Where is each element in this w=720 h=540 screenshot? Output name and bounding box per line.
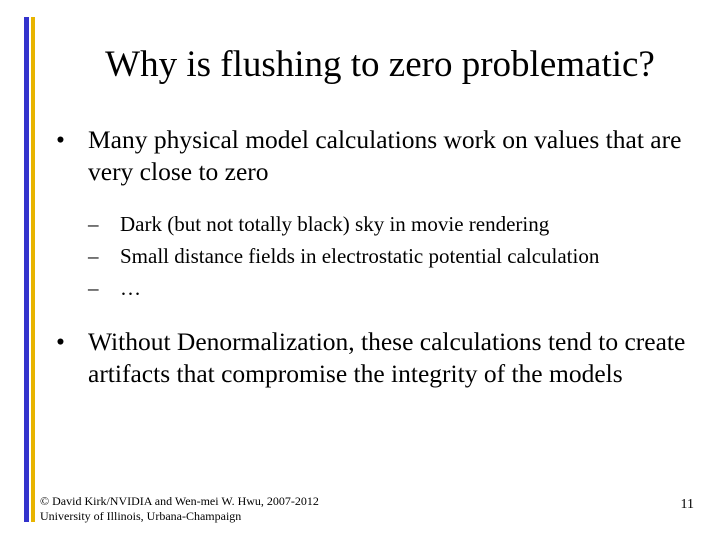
page-number: 11: [680, 497, 694, 512]
sub-bullet-text: …: [120, 276, 141, 300]
accent-bar-gold: [31, 17, 35, 522]
slide-title: Why is flushing to zero problematic?: [105, 44, 655, 85]
sub-bullet-marker: –: [88, 244, 99, 268]
slide-body: [56, 124, 706, 390]
bullet-marker: •: [56, 125, 65, 154]
footer-line: © David Kirk/NVIDIA and Wen-mei W. Hwu, 2007-2012: [40, 494, 319, 508]
footer-line: University of Illinois, Urbana-Champaign: [40, 509, 242, 523]
bullet-text: Without Denormalization, these calculations tend to create artifacts that compromise the integrity of the models: [88, 327, 686, 388]
bullet-item: [56, 326, 706, 390]
sub-bullet-text: Dark (but not totally black) sky in movie rendering: [120, 212, 550, 236]
footer-copyright: [40, 494, 319, 524]
sub-bullet-text: Small distance fields in electrostatic potential calculation: [120, 244, 600, 268]
accent-bar-blue: [24, 17, 29, 522]
sub-bullet-item: [88, 208, 706, 240]
bullet-item: [56, 124, 706, 188]
sub-bullet-item: [88, 240, 706, 272]
bullet-text: Many physical model calculations work on values that are very close to zero: [88, 125, 682, 186]
sub-bullet-marker: –: [88, 276, 99, 300]
sub-bullet-marker: –: [88, 212, 99, 236]
sub-bullet-list: [56, 208, 706, 304]
bullet-marker: •: [56, 327, 65, 356]
sub-bullet-item: [88, 272, 706, 304]
